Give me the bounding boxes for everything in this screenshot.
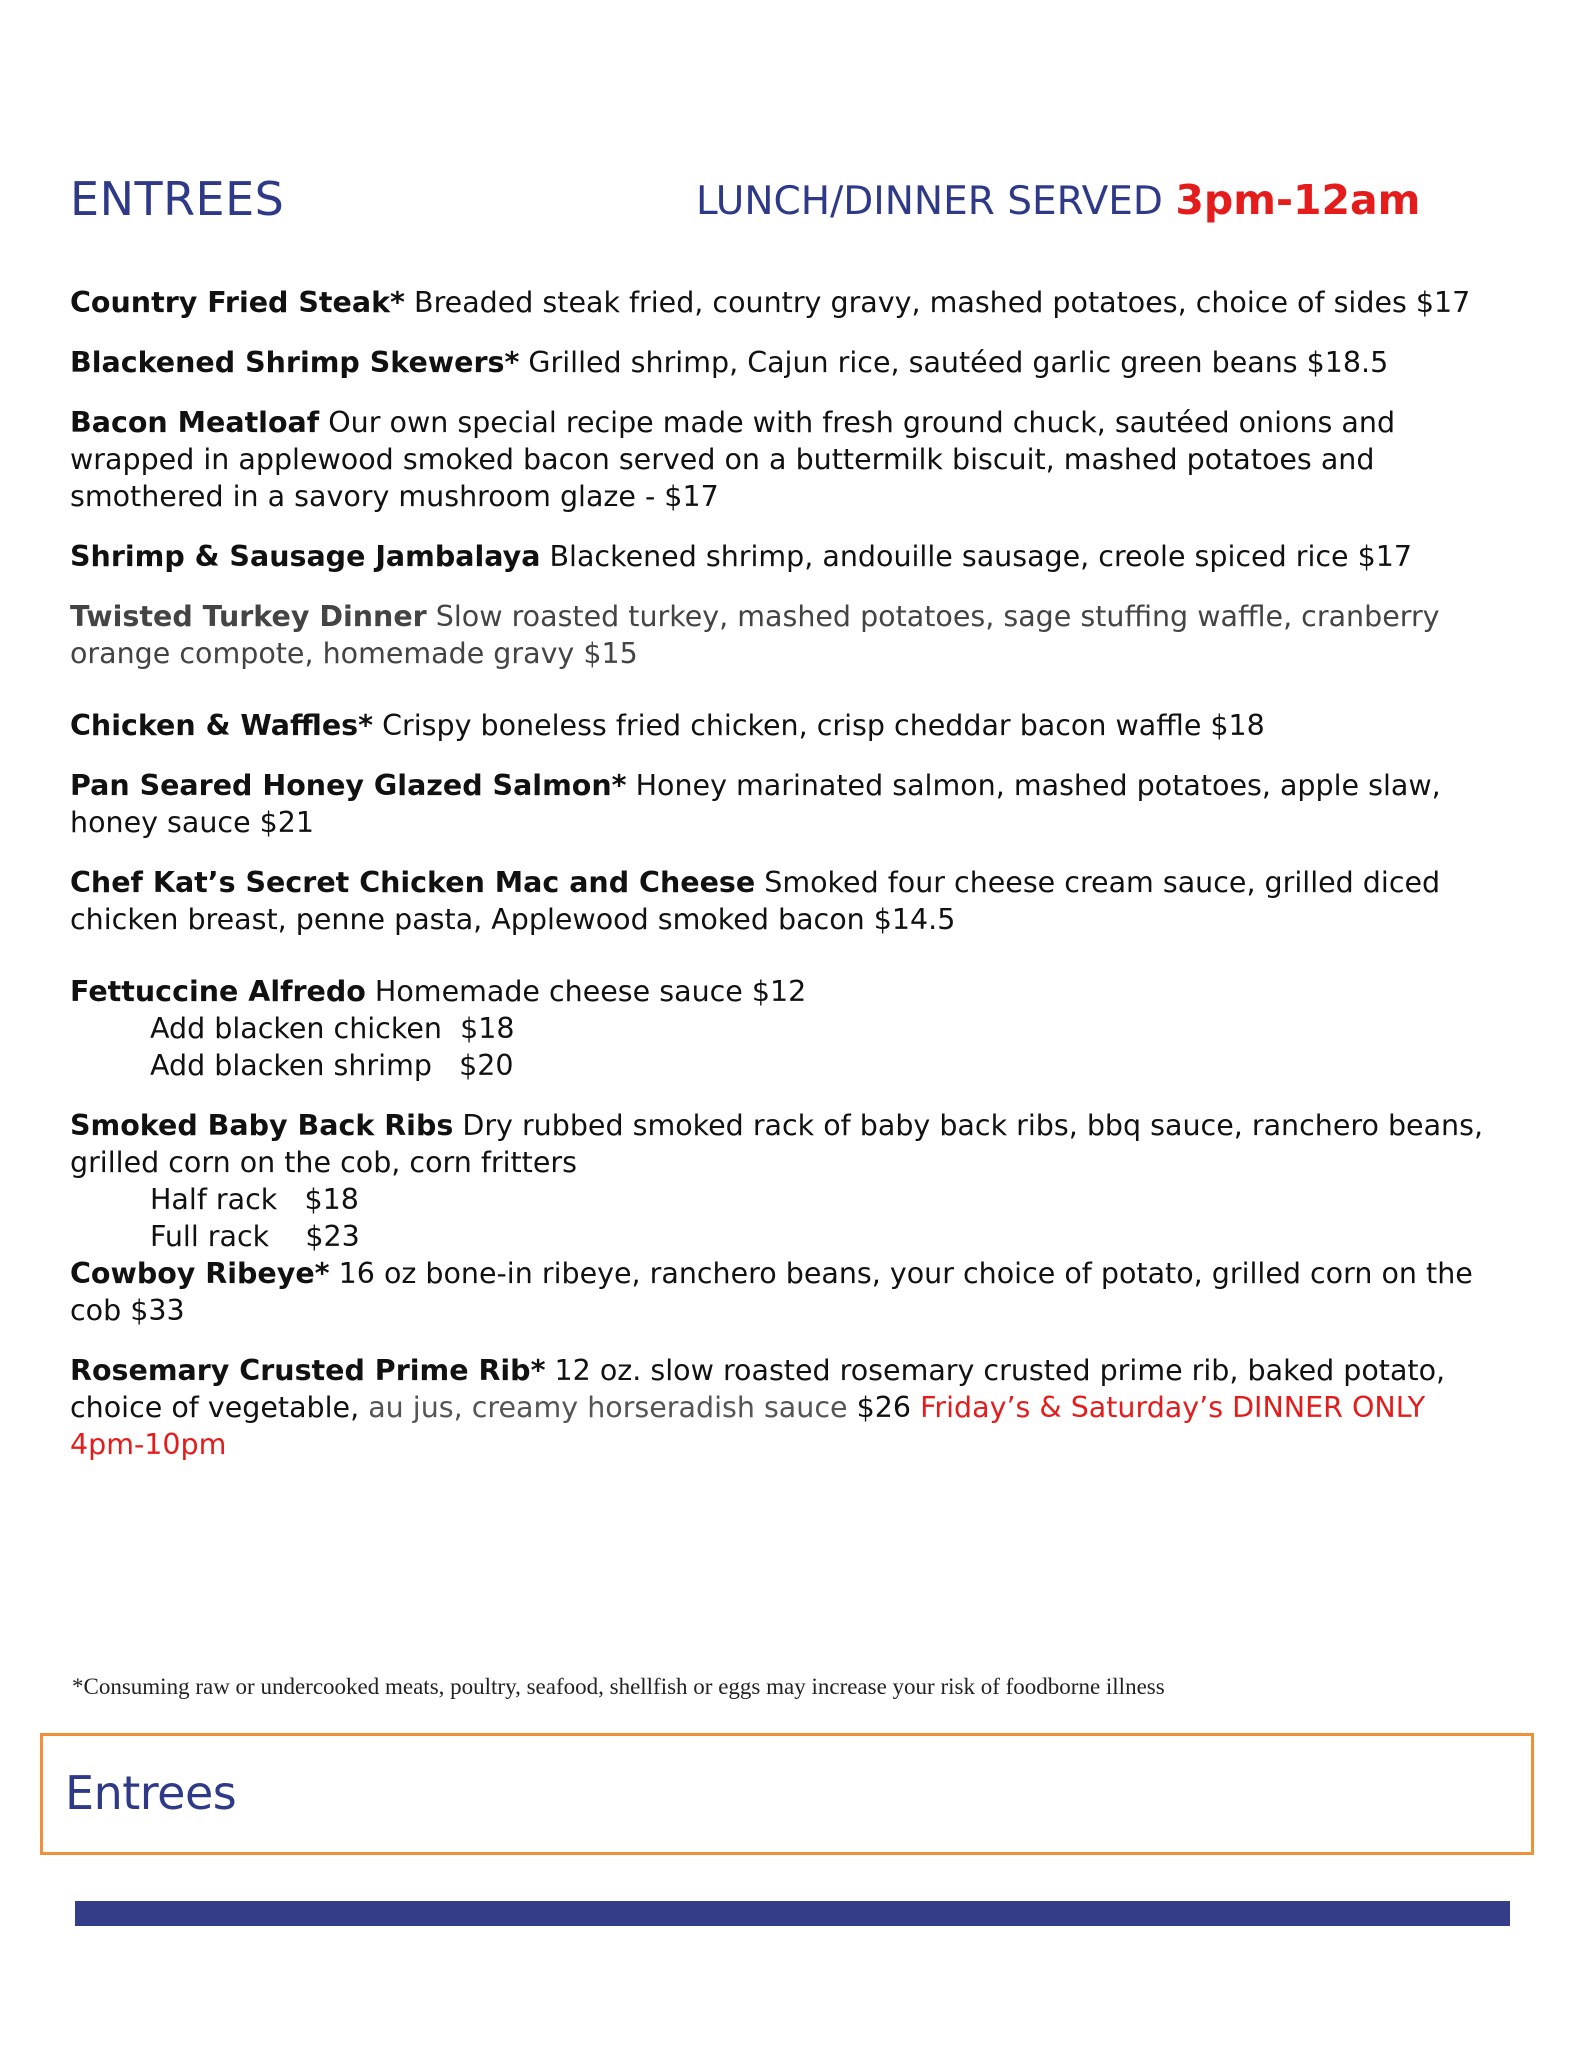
item-name: Blackened Shrimp Skewers* <box>70 346 520 379</box>
addon-price: $18 <box>460 1012 515 1045</box>
item-name: Smoked Baby Back Ribs <box>70 1109 454 1142</box>
item-name: Bacon Meatloaf <box>70 406 320 439</box>
menu-item-fettuccine-alfredo <box>70 973 1490 1084</box>
item-name: Fettuccine Alfredo <box>70 975 366 1008</box>
addon-row <box>70 1010 1490 1047</box>
item-description: Breaded steak fried, country gravy, mashed potatoes, choice of sides $17 <box>404 286 1471 319</box>
menu-item-baby-back-ribs <box>70 1107 1490 1255</box>
menu-item-jambalaya <box>70 538 1490 575</box>
menu-item-chicken-and-waffles <box>70 707 1490 744</box>
item-name: Chicken & Waffles* <box>70 709 374 742</box>
item-name: Cowboy Ribeye* <box>70 1257 330 1290</box>
addon-row <box>70 1047 1490 1084</box>
item-price: $26 <box>856 1391 921 1424</box>
item-name: Pan Seared Honey Glazed Salmon* <box>70 769 627 802</box>
item-description: Homemade cheese sauce $12 <box>365 975 807 1008</box>
item-description: 16 oz bone-in ribeye, ranchero beans, your choice of potato, grilled corn on the cob $33 <box>70 1257 1473 1327</box>
size-option-price: $23 <box>305 1220 360 1253</box>
menu-item-chicken-mac-and-cheese <box>70 864 1490 938</box>
section-label-box <box>40 1733 1534 1855</box>
item-description: 12 oz. slow roasted rosemary crusted prime rib, baked potato, choice of vegetable, <box>70 1354 1446 1424</box>
size-option-row <box>70 1181 1490 1218</box>
item-description: Our own special recipe made with fresh ground chuck, sautéed onions and wrapped in applewood smoked bacon served on a buttermilk biscuit, mashed potatoes and smothered in a savory mushroom glaze - $17 <box>70 406 1396 513</box>
item-description: Grilled shrimp, Cajun rice, sautéed garlic green beans $18.5 <box>519 346 1389 379</box>
addon-label: Add blacken shrimp <box>150 1049 460 1082</box>
menu-item-country-fried-steak <box>70 284 1490 321</box>
serving-hours-header <box>696 176 1420 224</box>
addon-price: $20 <box>459 1049 514 1082</box>
item-name: Rosemary Crusted Prime Rib* <box>70 1354 546 1387</box>
item-description: Blackened shrimp, andouille sausage, creole spiced rice $17 <box>540 540 1413 573</box>
item-description: Smoked four cheese cream sauce, grilled diced chicken breast, penne pasta, Applewood smoked bacon $14.5 <box>70 866 1441 936</box>
item-description: Dry rubbed smoked rack of baby back ribs, bbq sauce, ranchero beans, grilled corn on the cob, corn fritters <box>70 1109 1484 1179</box>
footer-divider-bar <box>75 1901 1510 1926</box>
served-label: LUNCH/DINNER SERVED <box>696 179 1176 224</box>
served-hours: 3pm-12am <box>1175 176 1421 224</box>
entree-list <box>70 284 1490 1486</box>
menu-item-twisted-turkey-dinner <box>70 598 1490 672</box>
item-name: Twisted Turkey Dinner <box>70 600 427 633</box>
page-title: ENTREES <box>70 172 285 226</box>
menu-item-bacon-meatloaf <box>70 404 1490 515</box>
size-option-label: Full rack <box>150 1220 306 1253</box>
size-option-row <box>70 1218 1490 1255</box>
section-label: Entrees <box>65 1766 237 1820</box>
availability-note: Friday’s & Saturday’s DINNER ONLY 4pm-10pm <box>70 1391 1426 1461</box>
menu-item-cowboy-ribeye <box>70 1255 1490 1329</box>
item-description-sauce: au jus, creamy horseradish sauce <box>368 1391 857 1424</box>
item-description: Slow roasted turkey, mashed potatoes, sage stuffing waffle, cranberry orange compote, homemade gravy $15 <box>70 600 1440 670</box>
item-description: Crispy boneless fried chicken, crisp cheddar bacon waffle $18 <box>373 709 1265 742</box>
item-description: Honey marinated salmon, mashed potatoes, apple slaw, honey sauce $21 <box>70 769 1441 839</box>
item-name: Shrimp & Sausage Jambalaya <box>70 540 541 573</box>
item-name: Country Fried Steak* <box>70 286 405 319</box>
size-option-label: Half rack <box>150 1183 305 1216</box>
menu-item-honey-glazed-salmon <box>70 767 1490 841</box>
menu-item-prime-rib <box>70 1352 1490 1463</box>
menu-item-blackened-shrimp-skewers <box>70 344 1490 381</box>
food-safety-disclaimer: *Consuming raw or undercooked meats, poultry, seafood, shellfish or eggs may increase your risk of foodborne illness <box>72 1674 1165 1699</box>
addon-label: Add blacken chicken <box>150 1012 461 1045</box>
size-option-price: $18 <box>304 1183 359 1216</box>
item-name: Chef Kat’s Secret Chicken Mac and Cheese <box>70 866 756 899</box>
